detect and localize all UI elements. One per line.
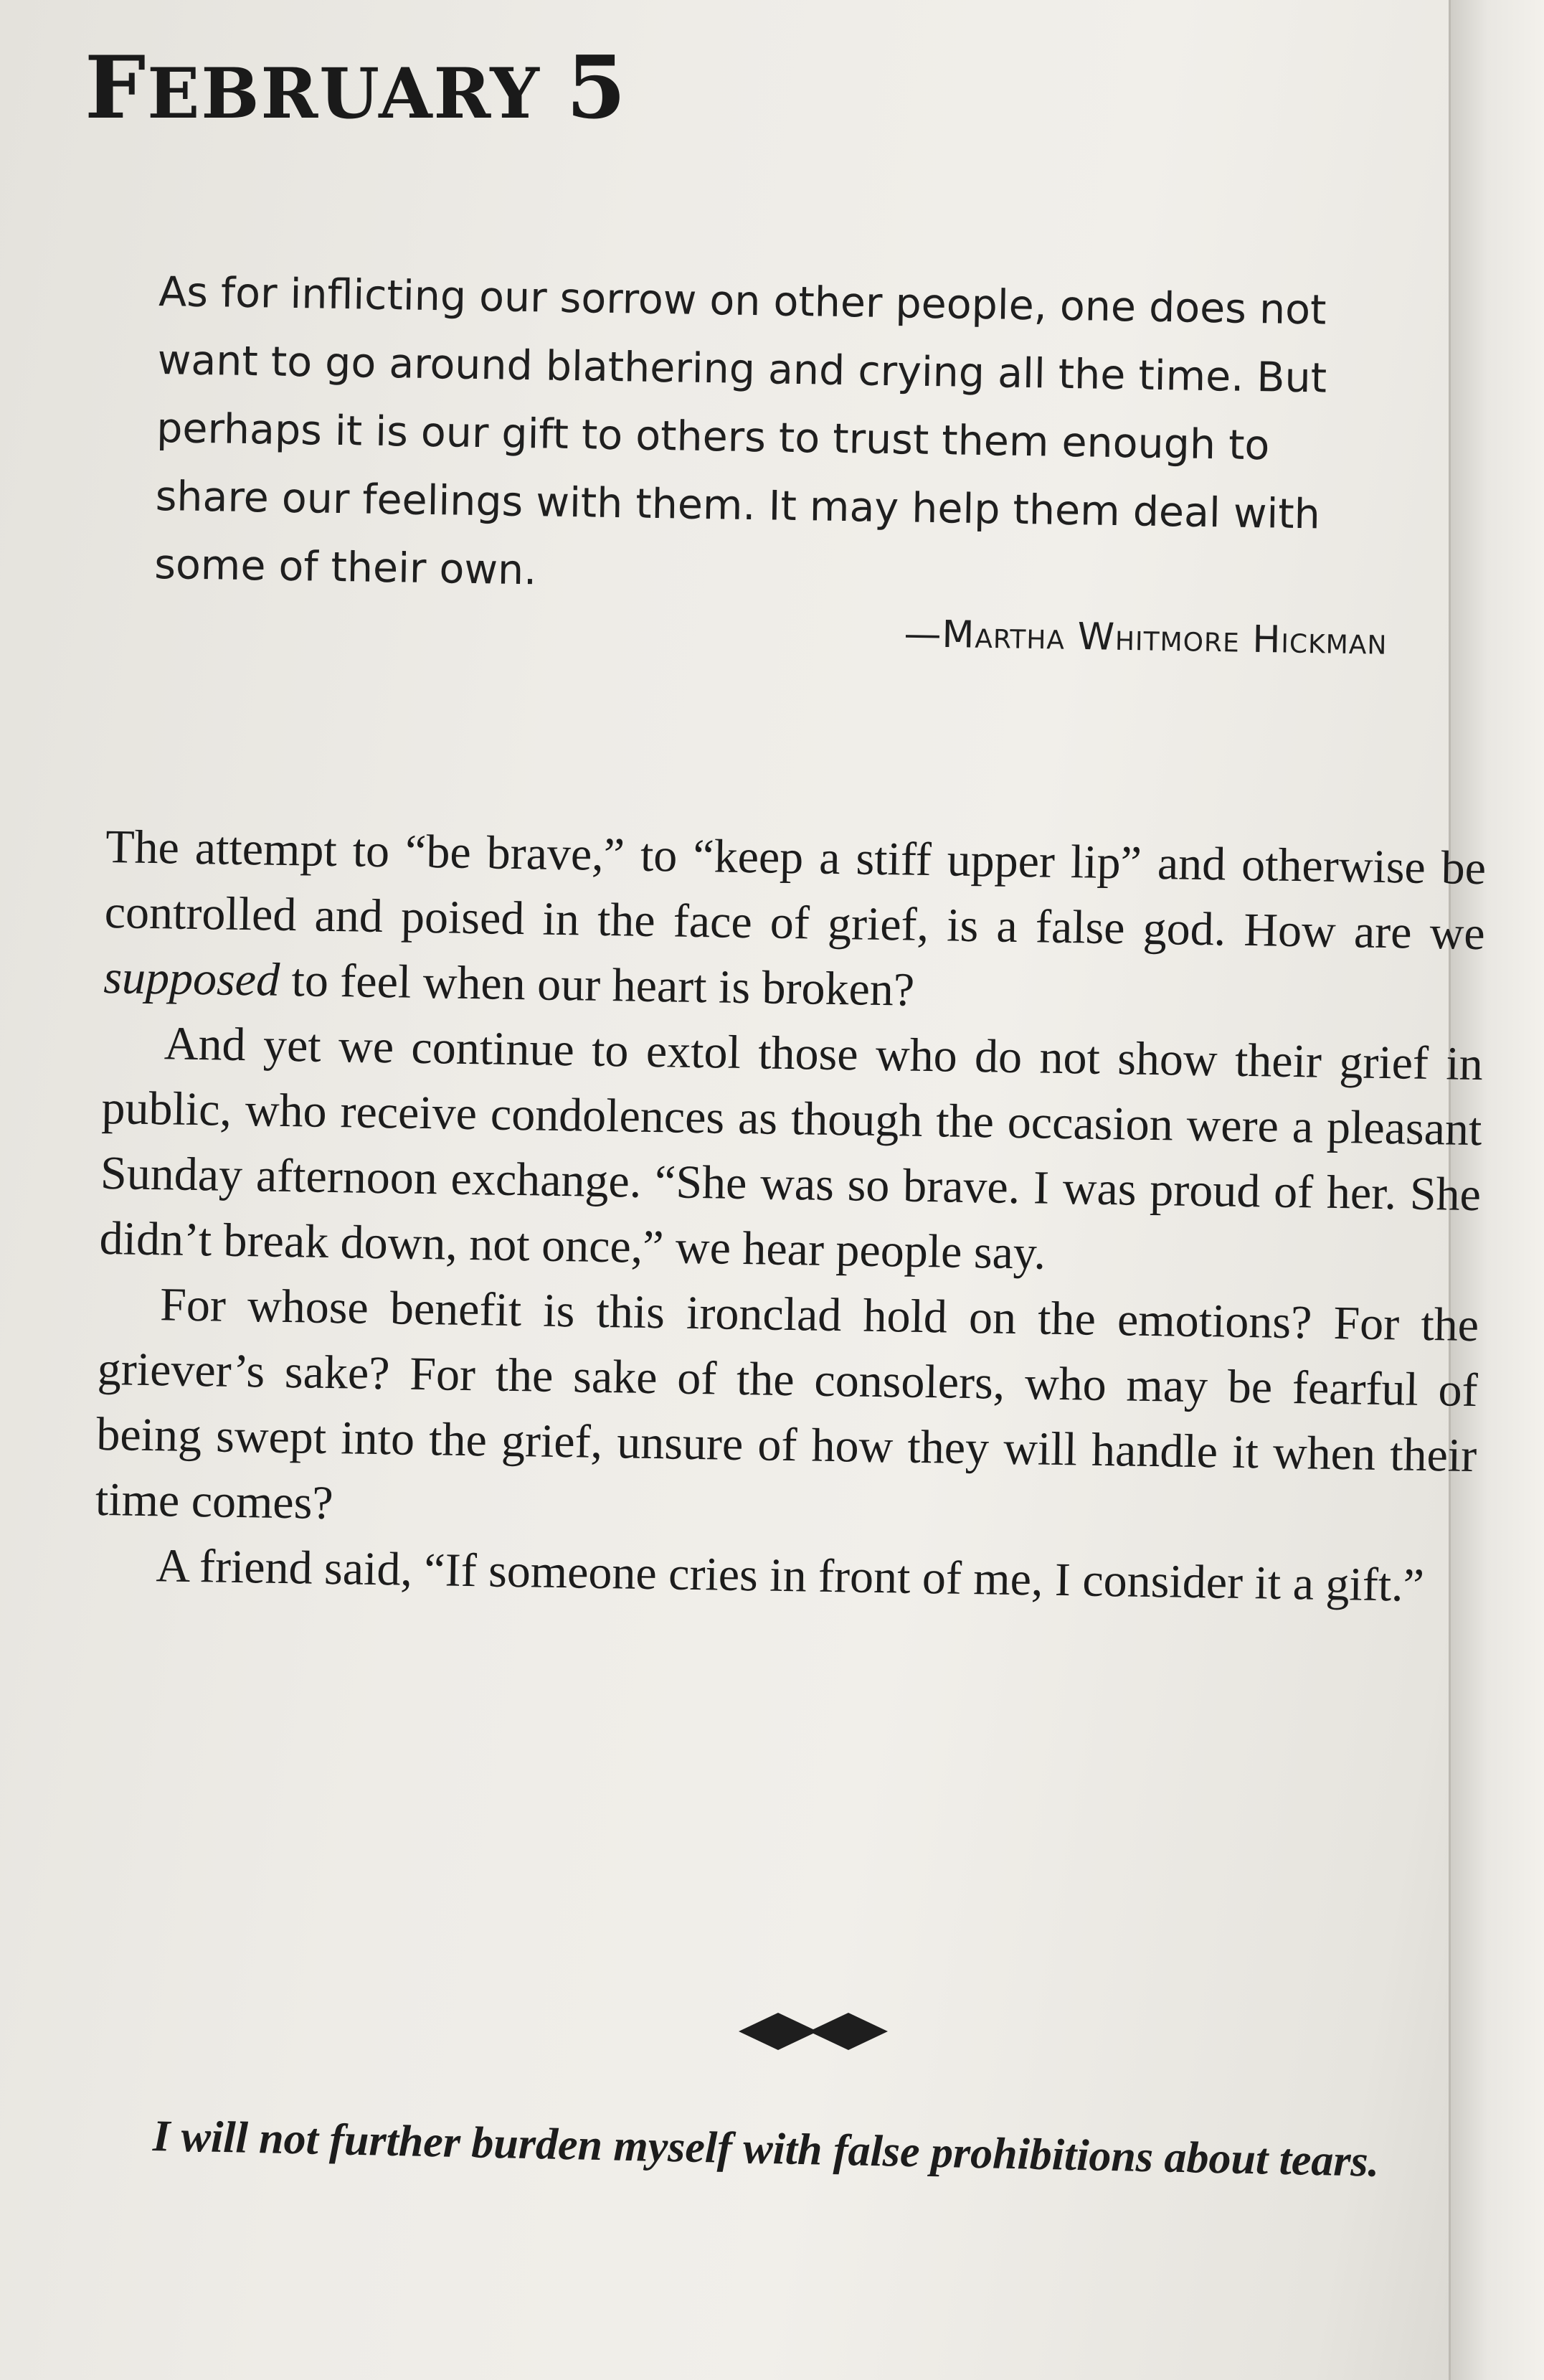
body-paragraph-4: A friend said, “If someone cries in front of me, I consider it a gift.” — [155, 1539, 1425, 1612]
body-paragraph-3: For whose benefit is this ironclad hold on the emotions? For the griever’s sake? For the sake of the consolers, who may be fearful of being swept into the grief, unsure of how they will handle it when their time comes? — [95, 1278, 1479, 1530]
p1-before: The attempt to “be brave,” to “keep a stiff upper lip” and otherwise be controlled and poised in the face of grief, is a false god. How are we — [104, 820, 1487, 960]
ornament-diamond-right — [809, 2013, 888, 2050]
ornament-diamond-left — [739, 2013, 818, 2050]
page-heading — [85, 37, 627, 138]
double-diamond-icon — [724, 2003, 904, 2060]
p1-after: to feel when our heart is broken? — [279, 953, 915, 1016]
heading-month: EBRUARY — [147, 53, 541, 134]
attribution-text: —Martha Whitmore Hickman — [904, 613, 1388, 664]
p1-emphasis: supposed — [103, 950, 280, 1006]
heading-initial: F — [85, 37, 148, 138]
reflection-body — [94, 814, 1487, 1619]
body-paragraph-2: And yet we continue to extol those who do not show their grief in public, who receive condolences as though the occasion were a pleasant Sunday afternoon exchange. “She was so brave. I was proud of her. She didn’t break down, not once,” we hear people say. — [99, 1017, 1484, 1280]
body-paragraph-1 — [103, 814, 1487, 1031]
quote-attribution — [716, 610, 1388, 664]
heading-day: 5 — [566, 37, 627, 138]
epigraph-quote: As for inflicting our sorrow on other people, one does not want to go around blathering and crying all the time. But perhaps it is our gift to others to trust them enough to share our feelings with them. It may help them deal with some of their own. — [153, 268, 1327, 595]
daily-affirmation: I will not further burden myself with false prohibitions about tears. — [152, 2111, 1380, 2186]
